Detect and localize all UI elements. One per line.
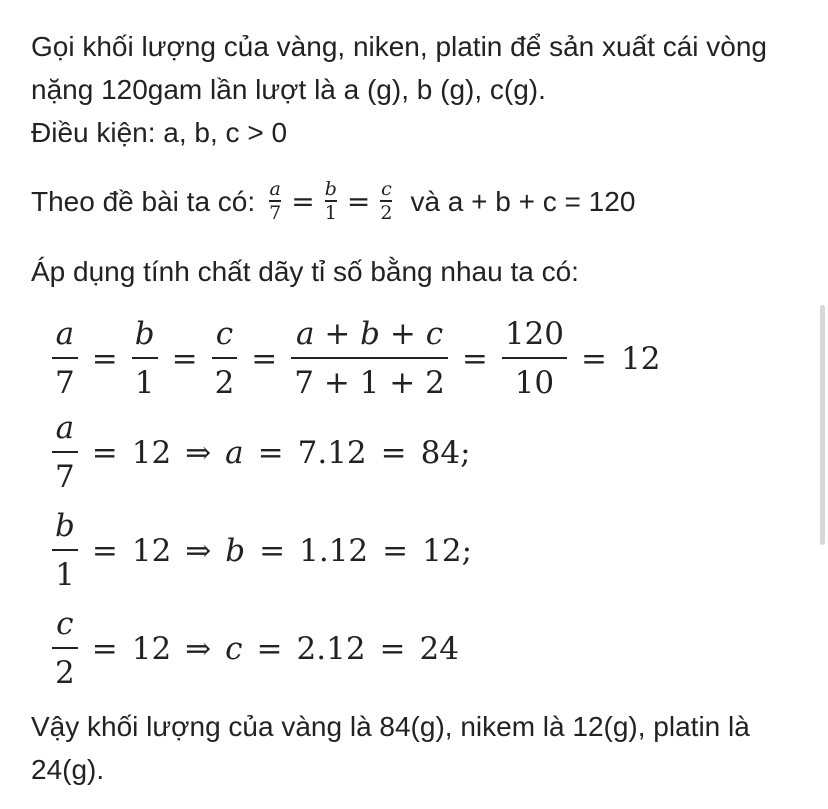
step-result: 24 xyxy=(419,630,459,667)
apply-property-paragraph: Áp dụng tính chất dãy tỉ số bằng nhau ta có: xyxy=(31,256,579,287)
equals-sign: = xyxy=(380,434,407,471)
step-rhs-value: 12 xyxy=(131,434,172,471)
step-rhs-value: 12 xyxy=(131,532,172,569)
given-sum-condition: và a + b + c = 120 xyxy=(410,185,636,217)
fraction-denominator: 2 xyxy=(380,202,393,224)
fraction-numerator: b xyxy=(324,178,337,200)
equals-sign: = xyxy=(580,340,607,377)
fraction-numerator: a xyxy=(55,410,75,446)
fraction-denominator: 7 + 1 + 2 xyxy=(294,365,445,401)
main-equation xyxy=(52,316,660,401)
step-fraction xyxy=(52,410,78,495)
step-line-c xyxy=(52,606,459,691)
implies-arrow: ⇒ xyxy=(185,434,212,471)
given-ratio-expression xyxy=(265,179,396,223)
fraction-numerator: c xyxy=(215,316,234,352)
main-fraction-a xyxy=(52,316,78,401)
fraction-numerator: 120 xyxy=(504,316,564,352)
intro-paragraph: Gọi khối lượng của vàng, niken, platin để sản xuất cái vòng nặng 120gam lần lượt là a (g), b (g), c(g). xyxy=(31,31,767,105)
fraction-numerator: a xyxy=(269,178,281,200)
fraction-denominator: 7 xyxy=(269,202,282,224)
conclusion-paragraph: Vậy khối lượng của vàng là 84(g), nikem là 12(g), platin là 24(g). xyxy=(31,711,750,785)
fraction-denominator: 1 xyxy=(55,557,75,593)
step-calculation: 2.12 xyxy=(296,630,366,667)
implies-arrow: ⇒ xyxy=(185,630,212,667)
fraction-numerator: a + b + c xyxy=(296,316,444,352)
equals-sign: = xyxy=(91,630,118,667)
fraction-numerator: b xyxy=(134,316,155,352)
equals-sign: = xyxy=(256,630,283,667)
step-line-b xyxy=(52,508,472,593)
step-result: 12; xyxy=(422,532,473,569)
equals-sign: = xyxy=(251,340,278,377)
equals-sign: = xyxy=(461,340,488,377)
given-fraction-a xyxy=(269,179,281,223)
fraction-denominator: 10 xyxy=(514,365,555,401)
main-fraction-sum xyxy=(291,316,448,401)
equals-sign: = xyxy=(91,532,118,569)
equals-sign: = xyxy=(346,184,371,218)
equals-sign: = xyxy=(171,340,198,377)
step-calculation: 7.12 xyxy=(297,434,367,471)
equals-sign: = xyxy=(291,184,315,218)
equals-sign: = xyxy=(382,532,409,569)
step-result: 84; xyxy=(420,434,471,471)
fraction-denominator: 1 xyxy=(134,365,155,401)
step-variable: c xyxy=(225,630,243,667)
condition-paragraph: Điều kiện: a, b, c > 0 xyxy=(31,117,288,148)
step-fraction xyxy=(52,606,78,691)
given-fraction-c xyxy=(380,179,392,223)
equals-sign: = xyxy=(259,532,286,569)
main-fraction-b xyxy=(132,316,158,401)
equals-sign: = xyxy=(379,630,406,667)
step-fraction xyxy=(52,508,78,593)
main-fraction-total xyxy=(502,316,567,401)
step-calculation: 1.12 xyxy=(299,532,369,569)
fraction-denominator: 7 xyxy=(55,459,75,495)
step-line-a xyxy=(52,410,471,495)
implies-arrow: ⇒ xyxy=(185,532,212,569)
fraction-numerator: c xyxy=(56,606,74,642)
equals-sign: = xyxy=(257,434,284,471)
equals-sign: = xyxy=(91,340,118,377)
fraction-numerator: c xyxy=(381,178,392,200)
fraction-denominator: 1 xyxy=(324,202,337,224)
step-variable: b xyxy=(225,532,246,569)
given-fraction-b xyxy=(325,179,337,223)
main-fraction-c xyxy=(212,316,238,401)
step-variable: a xyxy=(225,434,244,471)
vertical-scrollbar[interactable] xyxy=(820,305,825,545)
equals-sign: = xyxy=(91,434,118,471)
fraction-numerator: b xyxy=(55,508,75,544)
fraction-denominator: 2 xyxy=(55,655,75,691)
step-rhs-value: 12 xyxy=(131,630,172,667)
fraction-denominator: 7 xyxy=(55,365,75,401)
fraction-numerator: a xyxy=(55,316,75,352)
given-line xyxy=(31,179,635,223)
fraction-denominator: 2 xyxy=(214,365,235,401)
given-prefix: Theo đề bài ta có: xyxy=(31,185,256,217)
main-equation-result: 12 xyxy=(620,340,661,377)
